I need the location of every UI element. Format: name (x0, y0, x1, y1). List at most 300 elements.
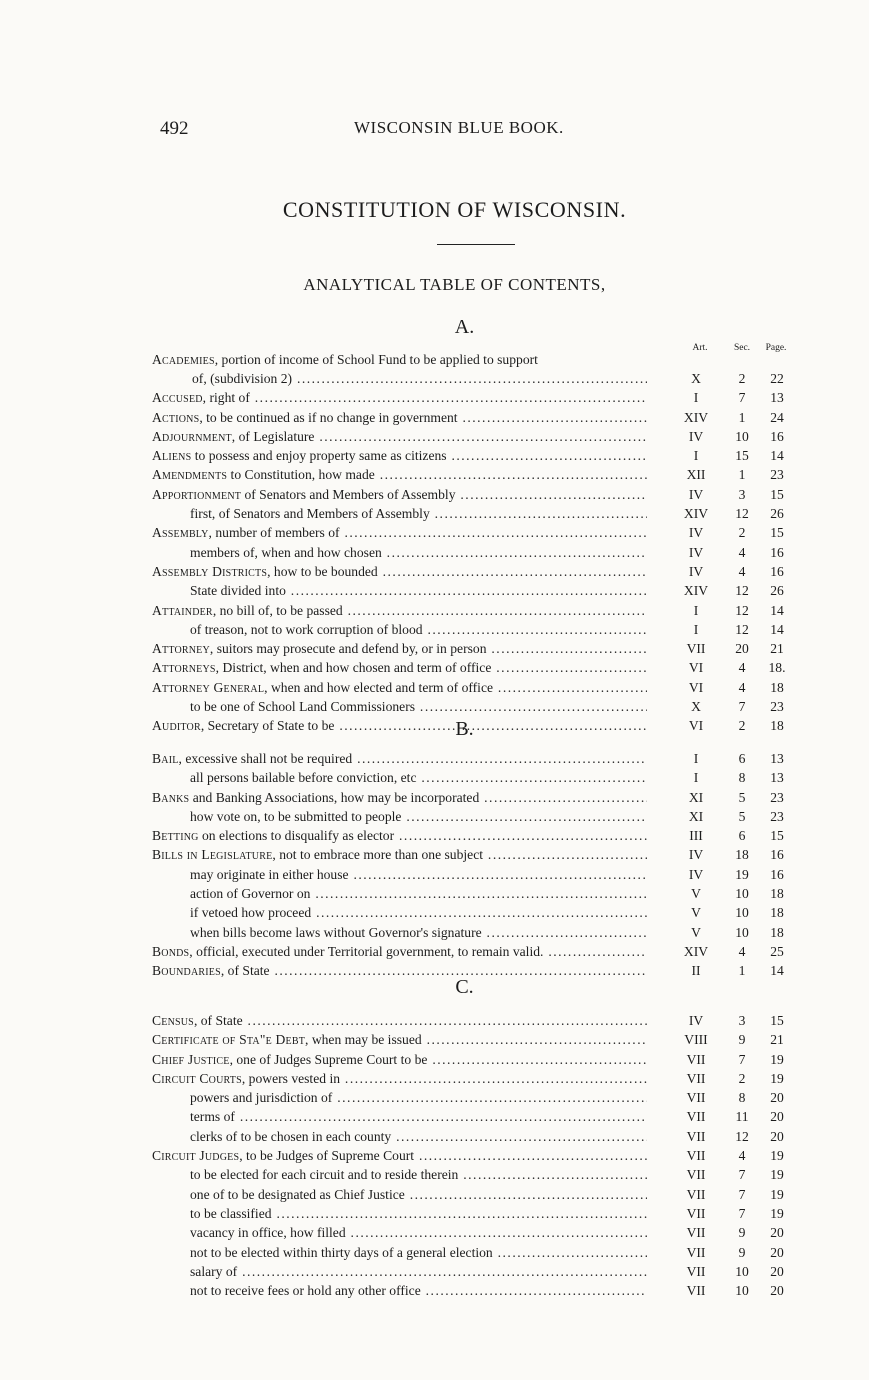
index-entry (0, 1262, 869, 1281)
entry-section: 8 (738, 770, 746, 786)
entry-page: 21 (770, 1032, 784, 1048)
index-entry (0, 485, 869, 504)
entry-page: 23 (770, 467, 784, 483)
entry-article: X (691, 699, 701, 715)
entry-page: 16 (770, 866, 784, 882)
index-entry (0, 826, 869, 845)
entry-section: 18 (735, 847, 749, 863)
index-entry (0, 807, 869, 826)
entry-page: 20 (770, 1244, 784, 1260)
entry-description: , no bill of, to be passed (212, 602, 343, 618)
entry-page: 18 (770, 679, 784, 695)
entry-article: VII (686, 1148, 706, 1164)
entry-page: 19 (770, 1167, 784, 1183)
entry-page: 20 (770, 1225, 784, 1241)
entry-section: 6 (738, 828, 746, 844)
entry-article: VII (686, 1186, 706, 1202)
index-entry (0, 1243, 869, 1262)
entry-page: 15 (770, 828, 784, 844)
entry-page: 26 (770, 506, 784, 522)
entry-section: 10 (735, 1283, 749, 1299)
entry-heading: Attorneys (152, 660, 216, 676)
entry-description: State divided into (190, 583, 286, 599)
entry-heading: Assembly (152, 525, 209, 541)
entry-article: I (693, 390, 699, 406)
entry-text (190, 504, 647, 523)
entry-page: 14 (770, 602, 784, 618)
entry-page: 18 (770, 924, 784, 940)
entry-description: first, of Senators and Members of Assembly (190, 506, 430, 522)
entry-text (190, 1088, 647, 1107)
entry-article: VII (686, 1205, 706, 1221)
entry-text (190, 807, 647, 826)
entry-text (190, 1127, 647, 1146)
entry-heading: Auditor (152, 718, 201, 734)
index-entry (0, 865, 869, 884)
entry-text (152, 1069, 647, 1088)
entry-heading: Assembly Districts (152, 563, 268, 579)
entry-description-continued: of, (subdivision 2) ..... (192, 369, 647, 388)
entry-article: III (689, 828, 703, 844)
entry-section: 7 (738, 1167, 746, 1183)
entry-description: to be one of School Land Commissioners (190, 699, 416, 715)
entry-page: 16 (770, 847, 784, 863)
entry-article: XIV (683, 943, 709, 959)
entry-text (190, 1185, 647, 1204)
index-entry (0, 639, 869, 658)
entry-text (152, 845, 647, 864)
index-entry (0, 1223, 869, 1242)
entry-description: on elections to disqualify as elector (198, 828, 395, 844)
entry-text (190, 1262, 647, 1281)
entry-description: to be classified (190, 1205, 272, 1221)
entry-section: 10 (735, 886, 749, 902)
index-entry (0, 749, 869, 768)
entry-article: XIV (683, 409, 709, 425)
section-c-entries (0, 1011, 869, 1300)
entry-article: I (693, 448, 699, 464)
entry-article: VIII (684, 1032, 708, 1048)
index-entry (0, 408, 869, 427)
entry-description: when bills become laws without Governor's signature (190, 924, 482, 940)
entry-page: 14 (770, 621, 784, 637)
index-entry (0, 1281, 869, 1300)
entry-page: 18 (770, 886, 784, 902)
entry-page: 16 (770, 563, 784, 579)
entry-article: IV (688, 428, 704, 444)
entry-heading: Bills in Legislature (152, 847, 273, 863)
entry-section: 9 (738, 1244, 746, 1260)
entry-section: 10 (735, 905, 749, 921)
entry-heading: Accused (152, 390, 203, 406)
entry-description: , of State (220, 963, 270, 979)
entry-description: not to be elected within thirty days of a general election (190, 1244, 493, 1260)
entry-section: 7 (738, 1051, 746, 1067)
entry-article: VII (686, 641, 706, 657)
entry-description: and Banking Associations, how may be incorporated (189, 789, 480, 805)
entry-page: 22 (770, 371, 784, 386)
entry-article: XIV (683, 506, 709, 522)
index-entry (0, 1204, 869, 1223)
entry-text (190, 620, 647, 639)
entry-heading: Academies (152, 352, 215, 367)
entry-text (152, 826, 647, 845)
entry-article: VII (686, 1090, 706, 1106)
entry-section: 10 (735, 428, 749, 444)
entry-text (190, 1107, 647, 1126)
entry-section: 9 (738, 1032, 746, 1048)
entry-description: terms of (190, 1109, 235, 1125)
entry-section: 2 (738, 525, 746, 541)
entry-description: salary of (190, 1263, 238, 1279)
entry-page: 15 (770, 525, 784, 541)
entry-description: , to be continued as if no change in government (199, 409, 458, 425)
entry-article: IV (688, 544, 704, 560)
entry-page: 26 (770, 583, 784, 599)
entry-section: 4 (738, 544, 746, 560)
entry-text (190, 865, 647, 884)
entry-section: 2 (738, 371, 746, 386)
entry-article: IV (688, 486, 704, 502)
entry-section: 1 (738, 963, 746, 979)
entry-section: 1 (738, 409, 746, 425)
entry-description: how vote on, to be submitted to people (190, 808, 402, 824)
entry-page: 18. (768, 660, 786, 676)
index-entry (0, 543, 869, 562)
entry-heading: Aliens (152, 448, 192, 464)
entry-section: 2 (738, 1070, 746, 1086)
section-a-entries (0, 350, 869, 736)
section-letter-a: A. (454, 316, 475, 338)
entry-description: one of to be designated as Chief Justice (190, 1186, 405, 1202)
entry-heading: Chief Justice (152, 1051, 230, 1067)
column-header-page: Page. (765, 343, 787, 353)
title-rule (437, 244, 515, 245)
entry-article: V (691, 905, 701, 921)
entry-text (152, 1030, 647, 1049)
entry-text (152, 427, 647, 446)
entry-heading: Banks (152, 789, 190, 805)
entry-article: VI (688, 679, 704, 695)
entry-text (190, 1281, 647, 1300)
index-entry (0, 903, 869, 922)
index-entry (0, 1165, 869, 1184)
entry-heading: Bail (152, 751, 179, 766)
entry-description: , to be Judges of Supreme Court (239, 1148, 415, 1164)
index-entry (0, 601, 869, 620)
entry-heading: Attorney General (152, 679, 265, 695)
entry-description: clerks of to be chosen in each county (190, 1128, 392, 1144)
entry-article: VII (686, 1167, 706, 1183)
entry-page: 14 (770, 963, 784, 979)
entry-text (152, 485, 647, 504)
entry-section: 10 (735, 924, 749, 940)
entry-description: not to receive fees or hold any other office (190, 1283, 421, 1299)
entry-description: , District, when and how chosen and term of office (215, 660, 492, 676)
book-title: WISCONSIN BLUE BOOK. (354, 118, 564, 137)
entry-description: to be elected for each circuit and to reside therein (190, 1167, 459, 1183)
entry-article: IV (688, 563, 704, 579)
entry-article: I (693, 602, 699, 618)
entry-page: 19 (770, 1186, 784, 1202)
entry-description: , official, executed under Territorial government, to remain valid. (189, 943, 544, 959)
entry-page: 23 (770, 789, 784, 805)
entry-page: 18 (770, 718, 784, 734)
entry-page: 19 (770, 1070, 784, 1086)
entry-article: II (691, 963, 701, 979)
index-entry (0, 446, 869, 465)
entry-description: if vetoed how proceed (190, 905, 312, 921)
entry-page: 20 (770, 1090, 784, 1106)
running-head (0, 118, 869, 142)
entry-description: , powers vested in (241, 1070, 341, 1086)
entry-text (190, 697, 647, 716)
entry-text (152, 523, 647, 542)
entry-heading: Apportionment (152, 486, 242, 502)
entry-article: XI (688, 808, 704, 824)
entry-text (152, 788, 647, 807)
entry-description: , excessive shall not be required (178, 751, 353, 766)
index-entry (0, 942, 869, 961)
index-entry (0, 562, 869, 581)
entry-text (152, 639, 647, 658)
entry-article: V (691, 886, 701, 902)
entry-description: , when and how elected and term of office (264, 679, 494, 695)
entry-section: 4 (738, 563, 746, 579)
index-entry (0, 1107, 869, 1126)
entry-text (152, 1011, 647, 1030)
entry-description: to Constitution, how made (227, 467, 375, 483)
entry-heading: Certificate of Sta"e Debt (152, 1032, 306, 1048)
entry-description: , one of Judges Supreme Court to be (229, 1051, 428, 1067)
entry-text (190, 1243, 647, 1262)
entry-page: 19 (770, 1205, 784, 1221)
page-title: CONSTITUTION OF WISCONSIN. (282, 197, 627, 222)
entry-page: 23 (770, 699, 784, 715)
entry-description: action of Governor on (190, 886, 311, 902)
entry-article: VII (686, 1070, 706, 1086)
entry-description: , of State (193, 1013, 243, 1028)
entry-article: IV (688, 525, 704, 541)
entry-section: 12 (735, 583, 749, 599)
entry-description: vacancy in office, how filled (190, 1225, 346, 1241)
entry-section: 7 (738, 1186, 746, 1202)
entry-section: 1 (738, 467, 746, 483)
entry-page: 16 (770, 544, 784, 560)
entry-heading: Attainder (152, 602, 213, 618)
column-header-sec: Sec. (733, 343, 751, 353)
entry-article: VII (686, 1283, 706, 1299)
entry-page: 20 (770, 1283, 784, 1299)
entry-article: VI (688, 718, 704, 734)
entry-section: 8 (738, 1090, 746, 1106)
entry-description: , not to embrace more than one subject (272, 847, 484, 863)
entry-text (152, 601, 647, 620)
entry-section: 12 (735, 1128, 749, 1144)
entry-heading: Census (152, 1013, 194, 1028)
entry-text (190, 903, 647, 922)
entry-text (152, 350, 647, 388)
page-subtitle: ANALYTICAL TABLE OF CONTENTS, (303, 275, 606, 294)
entry-text (190, 1223, 647, 1242)
entry-section: 5 (738, 789, 746, 805)
entry-text (190, 923, 647, 942)
entry-section: 9 (738, 1225, 746, 1241)
index-entry (0, 1146, 869, 1165)
entry-description: members of, when and how chosen (190, 544, 382, 560)
entry-article: VII (686, 1128, 706, 1144)
entry-description: , portion of income of School Fund to be applied to support (214, 352, 538, 367)
entry-section: 20 (735, 641, 749, 657)
entry-text (152, 408, 647, 427)
entry-description: , number of members of (208, 525, 340, 541)
index-entry (0, 1127, 869, 1146)
entry-text (190, 884, 647, 903)
entry-description: to possess and enjoy property same as citizens (191, 448, 447, 464)
index-entry (0, 697, 869, 716)
entry-article: VI (688, 660, 704, 676)
entry-section: 3 (738, 486, 746, 502)
entry-text (190, 1204, 647, 1223)
index-entry (0, 923, 869, 942)
entry-page: 24 (770, 409, 784, 425)
index-entry (0, 678, 869, 697)
entry-article: VII (686, 1263, 706, 1279)
entry-section: 4 (738, 1148, 746, 1164)
index-entry (0, 388, 869, 407)
index-entry (0, 1011, 869, 1030)
entry-section: 4 (738, 660, 746, 676)
entry-page: 13 (770, 751, 784, 766)
entry-description: of Senators and Members of Assembly (241, 486, 456, 502)
entry-page: 20 (770, 1109, 784, 1125)
entry-description: , of Legislature (231, 428, 315, 444)
entry-section: 6 (738, 751, 746, 766)
entry-heading: Amendments (152, 467, 228, 483)
entry-text (190, 768, 647, 787)
entry-text (190, 543, 647, 562)
index-entry (0, 845, 869, 864)
entry-page: 19 (770, 1051, 784, 1067)
index-entry (0, 788, 869, 807)
entry-description: , when may be issued (305, 1032, 422, 1048)
entry-description: , suitors may prosecute and defend by, or in person (209, 641, 487, 657)
index-entry (0, 350, 869, 388)
entry-page: 15 (770, 486, 784, 502)
entry-description: , how to be bounded (267, 563, 378, 579)
entry-article: I (693, 770, 699, 786)
entry-article: I (693, 751, 699, 766)
entry-article: IV (688, 1013, 704, 1028)
entry-description: may originate in either house (190, 866, 349, 882)
section-b-entries (0, 749, 869, 981)
entry-heading: Attorney (152, 641, 210, 657)
entry-page: 20 (770, 1128, 784, 1144)
entry-section: 10 (735, 1263, 749, 1279)
entry-page: 23 (770, 808, 784, 824)
entry-section: 7 (738, 699, 746, 715)
entry-article: X (691, 371, 701, 386)
entry-section: 12 (735, 621, 749, 637)
entry-text (152, 942, 647, 961)
entry-page: 15 (770, 1013, 784, 1028)
entry-description: all persons bailable before conviction, etc (190, 770, 417, 786)
entry-article: IV (688, 847, 704, 863)
entry-page: 13 (770, 390, 784, 406)
entry-section: 3 (738, 1013, 746, 1028)
entry-section: 19 (735, 866, 749, 882)
entry-article: IV (688, 866, 704, 882)
entry-section: 15 (735, 448, 749, 464)
entry-text (152, 678, 647, 697)
entry-text (152, 658, 647, 677)
entry-page: 19 (770, 1148, 784, 1164)
entry-text (152, 465, 647, 484)
entry-heading: Actions (152, 409, 200, 425)
section-letter-c: C. (455, 976, 474, 998)
entry-heading: Circuit Courts (152, 1070, 242, 1086)
entry-description: powers and jurisdiction of (190, 1090, 333, 1106)
entry-article: VII (686, 1051, 706, 1067)
entry-text (152, 1146, 647, 1165)
entry-text (190, 581, 647, 600)
entry-section: 5 (738, 808, 746, 824)
column-header-art: Art. (692, 343, 708, 353)
index-entry (0, 523, 869, 542)
entry-heading: Circuit Judges (152, 1148, 240, 1164)
entry-section: 4 (738, 943, 746, 959)
entry-article: VII (686, 1225, 706, 1241)
entry-text (152, 1050, 647, 1069)
entry-section: 12 (735, 506, 749, 522)
entry-heading: Bonds (152, 943, 190, 959)
entry-section: 7 (738, 390, 746, 406)
entry-article: V (691, 924, 701, 940)
entry-article: XI (688, 789, 704, 805)
entry-article: VII (686, 1109, 706, 1125)
index-entry (0, 465, 869, 484)
entry-description: , Secretary of State to be (200, 718, 335, 734)
entry-page: 18 (770, 905, 784, 921)
entry-text (152, 388, 647, 407)
index-entry (0, 658, 869, 677)
entry-section: 4 (738, 679, 746, 695)
index-entry (0, 427, 869, 446)
entry-page: 13 (770, 770, 784, 786)
entry-text (190, 1165, 647, 1184)
entry-section: 11 (735, 1109, 749, 1125)
page-number: 492 (160, 118, 189, 139)
entry-heading: Adjournment (152, 428, 232, 444)
index-entry (0, 581, 869, 600)
entry-section: 2 (738, 718, 746, 734)
entry-description: , right of (202, 390, 250, 406)
entry-heading: Betting (152, 828, 199, 844)
entry-section: 7 (738, 1205, 746, 1221)
entry-heading: Boundaries (152, 963, 221, 979)
section-letter-b: B. (455, 718, 474, 740)
entry-page: 25 (770, 943, 784, 959)
entry-section: 12 (735, 602, 749, 618)
index-entry (0, 1069, 869, 1088)
index-entry (0, 504, 869, 523)
entry-description: of treason, not to work corruption of blood (190, 621, 423, 637)
entry-text (152, 562, 647, 581)
index-entry (0, 768, 869, 787)
entry-text (152, 446, 647, 465)
index-entry (0, 1050, 869, 1069)
index-entry (0, 1030, 869, 1049)
